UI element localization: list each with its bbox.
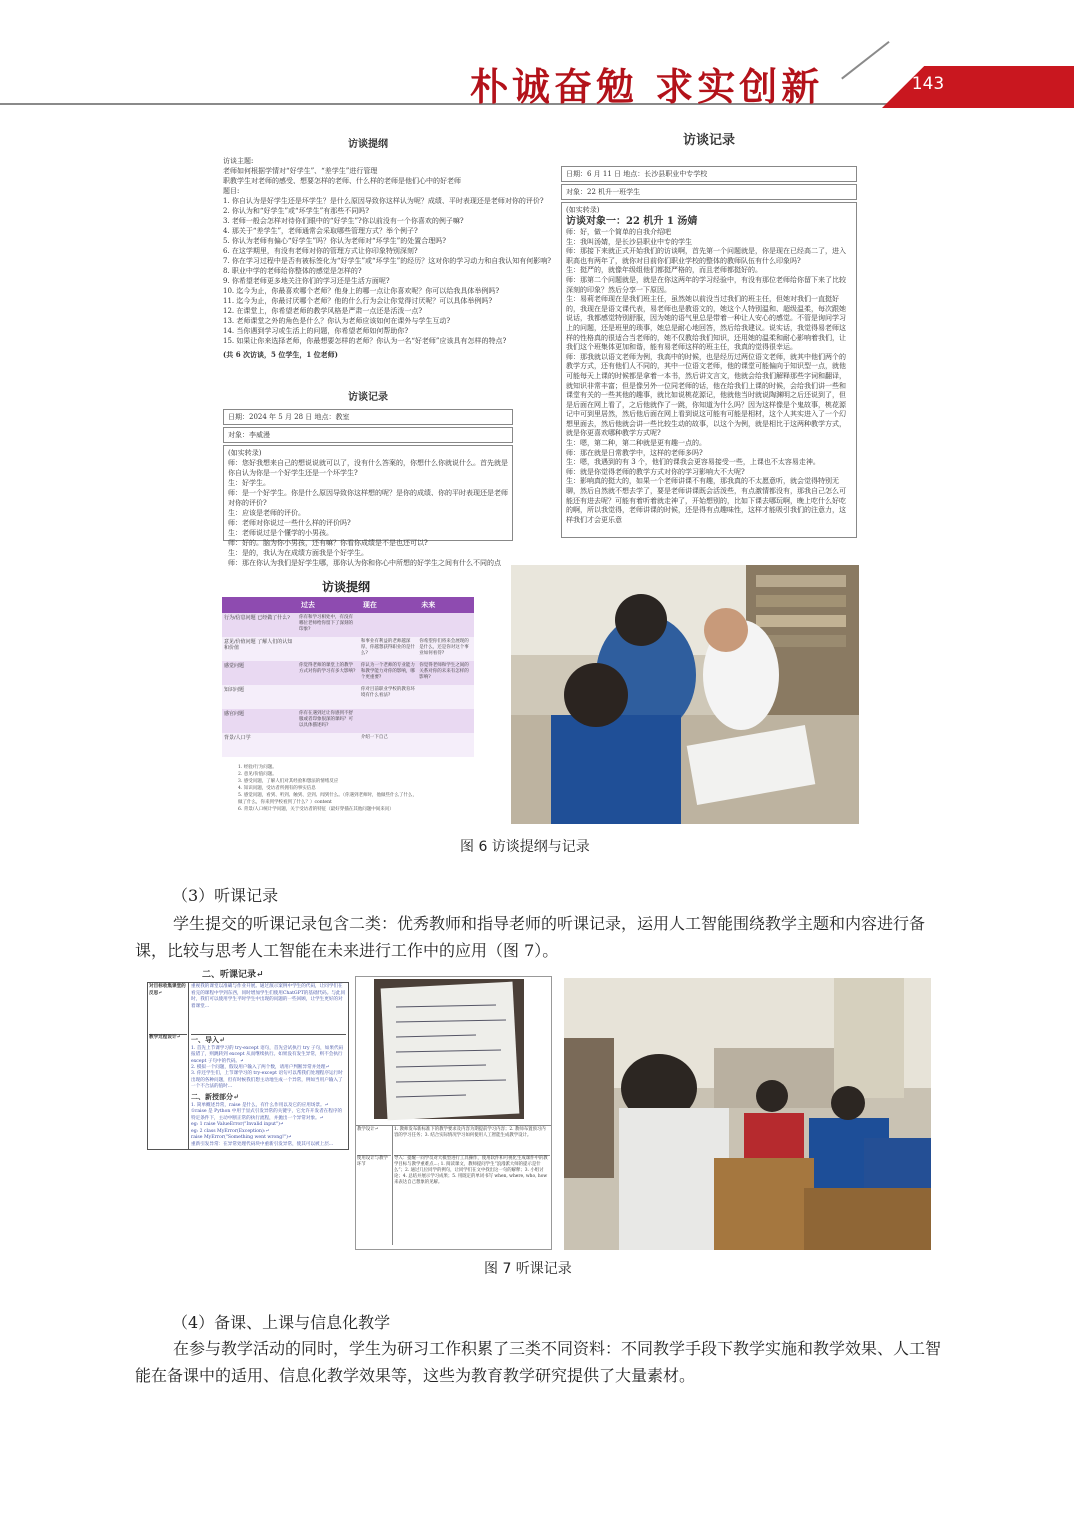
lesson-record-doc	[147, 972, 349, 1248]
interview-outline-lines	[223, 156, 551, 346]
transcript-line: 师：那第二个问题就是，就是在你这两年的学习经验中，有没有那位老师给你留下来了比较深刻的印象？然后分享一下原因。	[566, 275, 846, 294]
text-line: 师：好的。脑为你小男孩，还有嘛？你看你成绩是不是也还可以?	[228, 539, 428, 547]
text-line: 4. 那关于“差学生”，老师通常会采取哪些管理方式？举个例子?	[223, 227, 418, 235]
section3-paragraph: 学生提交的听课记录包含二类：优秀教师和指导老师的听课记录，运用人工智能围绕教学主题和内容进行备课，比较与思考人工智能在未来进行工作中的应用（图 7）。	[135, 914, 926, 960]
figure6-caption: 图 6 访谈提纲与记录	[460, 839, 590, 855]
transcript-line: 师：那在就是日常教学中，这样的老师多吗?	[566, 448, 703, 457]
text-line: 生：好学生。	[228, 479, 270, 487]
outline-cell-label: 意见/价值问题 了解人们的认知和价值	[222, 637, 297, 661]
outline-table	[222, 597, 474, 757]
notebook-row2-label: 使用设计与教学环节	[357, 1155, 391, 1168]
classroom-photo	[564, 978, 931, 1250]
record-small-title: 访谈记录	[348, 392, 388, 403]
outline-table-corner	[222, 597, 297, 613]
text-line: 1. 首先上节课学习的 try-except 语句，首先尝试执行 try 子句，如果代码报错了，则跳转到 except 从而继续执行。如果没有发生异常，则不会执行 except 子句中的代码。↵	[191, 1045, 344, 1064]
text-line: eg: 1 raise ValueError("Invalid input")↵	[191, 1122, 284, 1128]
outline-cell-past	[297, 733, 359, 757]
outline-table-row	[222, 685, 474, 709]
section4-paragraph: 在参与教学活动的同时，学生为研习工作积累了三类不同资料：不同教学手段下教学实施和教学效果、人工智能在备课中的适用、信息化教学效果等，这些为教育教学研究提供了大量素材。	[135, 1339, 942, 1385]
outline-cell-present: 你认为一个老师的专业能力和教学能力对你的影响，哪个更重要?	[359, 661, 417, 685]
transcript-line: 生：影响真的挺大的，如果一个老师讲课不有趣，那我真的不太愿意听，就会觉得特别无聊，然后自然就不想去学了，要是老师讲课既会活泼些，有点激情都没有，那我自己怎么可能还有进去呢？可能有着听着就走神了，开始想别的，比如下课去哪玩啊，晚上吃什么好吃的啊，所以我觉得，老师讲课的时候，还是得有点趣味性，这样才能吸引我们的注意力，这样我们才会更乐意	[566, 477, 846, 524]
outline-cell-label: 感官问题	[222, 709, 297, 733]
record-large-heading: 访谈对象一：22 机升 1 汤婧	[566, 216, 698, 227]
notebook-row1-content: 1. 教师发布新标准下的教学要求及内容为期提前学习内容；2. 教师布置预习内容的学习任务；3. 结合实际情况学习如何使用人工智能生成教学设计。	[394, 1127, 546, 1138]
outline-cell-past	[297, 637, 359, 661]
transcript-line: 师：那我就以语文老师为例，我高中的时候，也是经历过两位语文老师，就其中他们两个的教学方式，还有他们人不同的，其中一位语文老师，他的课堂可能偏向于知识型一点，就他可能每天上课的时候都是拿着一本书，然后讲文言文，他就会给我们解释那些字词和翻译，就知识非常丰富；但是像另外一位同老师的话，他在给我们上课的时候，会给我们讲一些和课堂有关的一些其他的趣事，就比如说桃花源记，他就他当时就说陶渊明之后还说到了，但是后面在网上看了，之后他就作了一跳，你知道为什么吗？因为这样像是个鬼故事，桃花源记中可到里居然，然后他后面在网上看到说这可能有可能是相材，这个人其实进入了一个幻想里面去，然后他就会讲一些比较生动的故事，以这个为例，就是相比于这两种教学方式，就是你更喜欢哪种教学方式呢?	[566, 352, 846, 438]
transcript-line: 师：就是你觉得老师的教学方式对你的学习影响大不大呢?	[566, 467, 745, 476]
text-line: 4. 知识问题，受访者所拥有的事实信息	[238, 786, 316, 791]
outline-cell-future	[417, 733, 474, 757]
lesson-doc-section1: 一、导入↵	[191, 1035, 225, 1045]
text-line: 12. 在课堂上，你希望老师的教学风格是严肃一点还是活泼一点?	[223, 307, 423, 315]
text-line: 14. 当你遇到学习或生活上的问题，你希望老师如何帮助你?	[223, 327, 409, 335]
section3-heading: （3）听课记录	[172, 886, 279, 905]
interview-record-large	[561, 133, 857, 536]
text-line: ①raise 是 Python 中用于显式引发异常的关键字，它允许开发者在程序的特定条件下，主动中断正常的执行流程，并抛出一个异常对象。↵	[191, 1109, 343, 1121]
text-line: eg: 2 class MyError(Exception):↵	[191, 1128, 270, 1134]
text-line: 生：是的，我认为在成绩方面我是个好学生。	[228, 549, 368, 557]
transcript-line: 生：我叫汤婧，是长沙县职业中专的学生	[566, 237, 692, 246]
outline-cell-past	[297, 685, 359, 709]
outline-cell-past: 你有和学习相处中，有没有哪位老师给你留下了深刻的印象?	[297, 613, 359, 637]
page-number: 143	[911, 74, 945, 94]
text-line: 6. 在这学期里，有没有老师对你的管理方式让你印象特别深刻?	[223, 247, 418, 255]
outline-cell-past: 你觉得老师的课堂上的教学方式对你的学习有多大影响?	[297, 661, 359, 685]
notebook-row2-content: 导入：提醒一同学员对大模型进行工具操作，使用软件和可视化生成课件中的教学目标与教学重难点...; 1. 阅读课文，教师提问学生“浪漫派大师的提示是什么”；2. 通过几位同学的例句，让同学们在文中找出这一句的解释；3. 小组讨论；4. 总结并展示学习成果；5. 用既定的单词书写 when, where, who, how 来表达自己想象的见解。	[394, 1155, 550, 1244]
text-line: 师：是一个好学生。你是什么原因导致你这样想的呢？是你的成绩、你的平时表现还是老师对你的评价?	[228, 489, 508, 507]
text-line: 师：那在你认为我们是好学生哪，那你认为你和你心中所想的好学生之间有什么不同的点	[228, 559, 501, 567]
outline-cell-future: 你觉得老师和学生之间的关系对你的未来有怎样的影响?	[417, 661, 474, 685]
outline-cell-past: 你有在遇到过让你感到不舒服或者印象很深的课吗？可以具体描述吗?	[297, 709, 359, 733]
record-large-body	[561, 202, 857, 538]
interview-photo	[511, 565, 859, 824]
lesson-doc-section2: 二、新授部分↵	[191, 1091, 239, 1101]
outline-cell-label: 行为/信息问题 已经做了什么?	[222, 613, 297, 637]
record-large-lines-head	[566, 205, 852, 215]
interview-outline-title: 访谈提纲	[348, 139, 388, 150]
notebook-photo	[356, 977, 551, 1122]
record-large-lines	[566, 228, 852, 525]
text-line: 8. 职业中学的老师给你整体的感觉是怎样的?	[223, 267, 362, 275]
header-motto: 朴诚奋勉 求实创新	[470, 64, 824, 109]
text-line: 生：老师说过是个懂学的小男孩。	[228, 529, 333, 537]
text-line: 师：老师对你说过一些什么样的评价吗?	[228, 519, 351, 527]
lesson-doc-section1-lines	[191, 1046, 346, 1091]
outline-table-row	[222, 637, 474, 661]
outline-cell-present: 和事业有利益的老师越深厚，你越想获得职业的是什么?	[359, 637, 417, 661]
transcript-line: (如实转录)	[566, 206, 600, 214]
text-line: 1. 你自认为是好学生还是坏学生？是什么原因导致你这样认为呢？成绩、平时表现还是老师对你的评价?	[223, 197, 544, 205]
text-line: 师：您好我想来自己的想说说就可以了，没有什么答案的，你想什么你就说什么。首先就是你自认为你是一个好学生还是一个坏学生?	[228, 459, 508, 477]
transcript-line: 师：那接下来就正式开始我们的访谈啊，首先第一个问题就是，你是现在已经高二了，进入职高也有两年了，就你对目前你们职业学校的整体的教师队伍有什么印象吗?	[566, 247, 846, 265]
notebook-row1-label: 教学设计↵	[357, 1127, 379, 1132]
text-line: raise MyError("Something went wrong!")↵	[191, 1135, 292, 1141]
outline-cell-label: 知识问题	[222, 685, 297, 709]
text-line: 2. 你认为和“好学生”或“坏学生”有那些不同吗?	[223, 207, 369, 215]
outline-cell-present	[359, 709, 417, 733]
record-small-target: 对象：李威漫	[223, 427, 513, 443]
text-line: 3. 你还学生们，上节课学习的 try-except 语句可以帮我们处理程序运行时出现的各种问题，但有时候我们想主动地生成一个异常，例如当用户输入了一个不合法的值时...	[191, 1071, 343, 1090]
transcript-line: 生：挺严的，就像年级组他们都挺严格的，而且老师都挺好的。	[566, 266, 762, 275]
text-line: 13. 老师课堂之外的角色是什么？你认为老师应该如何在课外与学生互动?	[223, 317, 451, 325]
outline-cell-present: 你对目前职业学校的教育环境有什么看法?	[359, 685, 417, 709]
lesson-doc-label-2: 教学过程设计↵	[149, 1034, 187, 1041]
transcript-line: 师：好，做一个简单的自我介绍吧	[566, 228, 671, 236]
text-line: 2. 模拟一个问题，假设用户输入了两个数，请用户判断异常并处理↵	[191, 1065, 330, 1071]
outline-table-row	[222, 661, 474, 685]
text-line: 7. 你在学习过程中是否有被标签化为“好学生”或“坏学生”的经历？这对你的学习动力和自我认知有何影响?	[223, 257, 551, 265]
figure7-caption: 图 7 听课记录	[484, 1261, 572, 1277]
outline-cell-future	[417, 685, 474, 709]
outline-col-past: 过去	[297, 597, 359, 613]
text-line: 老师如何根据学情对“好学生”、“差学生”进行管理	[223, 167, 378, 175]
text-line: 3. 老师一般会怎样对待你们眼中的“好学生”?你以前没有一个你喜欢的例子嘛?	[223, 217, 464, 225]
transcript-line: 生：易莉老师现在是我们班主任，虽然她以前没当过我们的班主任，但她对我们一直挺好的，我现在是语文课代表，易老师也是教语文的，她这个人特别温和、超级温柔，每次跟她说话，我都感觉特别舒服，因为她的语气里总是带着一种让人安心的感觉。不管是询问学习上的问题，还是班里的琐事，她总是耐心地回答，然后给我建议。说实话，我觉得易老师这样的性格真的很适合当老师的，她不仅教给我们知识，还用她的温柔和耐心影响着我们，让我们这个班集体更加和谐，能有易老师这样的班主任，我真的觉得很幸运。	[566, 295, 846, 352]
record-large-title: 访谈记录	[682, 133, 735, 148]
interview-record-small	[223, 392, 513, 567]
transcript-line: 生：嗯，我遇到的有 3 个，他们的课我会更容易接受一些，上课也不太容易走神。	[566, 458, 820, 467]
lesson-doc-label-1: 对目标收集课堂的反思↵	[149, 984, 186, 996]
outline-cell-future	[417, 613, 474, 637]
lesson-doc-title: 二、听课记录↵	[202, 970, 264, 980]
interview-summary: (共 6 次访谈，5 位学生，1 位老师)	[223, 350, 338, 359]
text-line: 11. 迄今为止，你最讨厌哪个老师？他的什么行为会让你觉得讨厌呢？可以具体举例吗?	[223, 297, 493, 305]
outline-table-row	[222, 709, 474, 733]
text-line: 3. 感受问题，了解人们对其经验和想法的情绪反应	[238, 779, 339, 784]
outline-cell-present: 介绍一下自己	[359, 733, 417, 757]
transcript-line: 生：嗯，第二种，第二种就是更有趣一点的。	[566, 439, 706, 448]
outline-cell-label: 感觉问题	[222, 661, 297, 685]
text-line: 访谈主题:	[223, 157, 254, 165]
outline-table-row	[222, 613, 474, 637]
text-line: 做了什么，你来到学校看到了什么？）content	[238, 800, 332, 805]
text-line: 5. 感觉问题，看到、听到、触到、尝到、闻到什么。（你遇到老师时，他做些什么了什么，	[238, 793, 417, 798]
text-line: 2. 意见/价值问题。	[238, 772, 277, 777]
outline-cell-future: 你希望你们将来会展现的是什么，还是你对这个事业如何看待?	[417, 637, 474, 661]
text-line: 5. 你认为老师有偏心“好学生”吗？你认为老师对“坏学生”的处置合理吗?	[223, 237, 446, 245]
text-line: 6. 背景/人口统计学问题，关于受访者的特征（最好穿插在其他问题中间来问）	[238, 807, 394, 812]
text-line: 题目:	[223, 187, 240, 195]
outline-col-present: 现在	[359, 597, 417, 613]
outline-notes	[238, 764, 417, 813]
record-small-date: 日期：2024 年 5 月 28 日 地点：教室	[223, 409, 513, 425]
lesson-doc-section2-lines	[191, 1103, 346, 1148]
outline-table-title: 访谈提纲	[322, 580, 371, 594]
outline-cell-label: 背景/人口学	[222, 733, 297, 757]
interview-outline-doc	[223, 139, 551, 380]
text-line: 1. 简单概述异常，raise 是什么，有什么作用以及它的应用场景。↵	[191, 1103, 329, 1109]
outline-col-future: 未来	[417, 597, 474, 613]
text-line: 职教学生对老师的感受、想要怎样的老师、什么样的老师是他们心中的好老师	[223, 177, 461, 185]
record-large-date: 日期：6 月 11 日 地点：长沙县职业中专学校	[561, 166, 857, 182]
text-line: 15. 如果让你来选择老师，你最想要怎样的老师？你认为一名“好老师”应该具有怎样的特点?	[223, 337, 507, 345]
text-line: 1. 经验/行为问题。	[238, 765, 277, 770]
text-line: 重新引发异常：在异常处理代码块中重新引发异常，使其可以被上层...	[191, 1141, 334, 1147]
text-line: 10. 迄今为止，你最喜欢哪个老师？他身上的哪一点让你喜欢呢？你可以给我具体举例吗?	[223, 287, 500, 295]
header-slant-rule	[841, 41, 890, 80]
text-line: 9. 你希望老师更多地关注你们的学习还是生活方面呢?	[223, 277, 390, 285]
lesson-doc-intro: 重视我的课堂以准确与作业开展。通过演示案例中学生的代码，让同学们在看完的课程中学到东西，同时增加学生们使用ChatGPT的基础代码。与此同时，我们可以使用学生平时学生中出现的问题的一些回顾，让学生更好的对着课堂...	[191, 984, 346, 1009]
section4-heading: （4）备课、上课与信息化教学	[172, 1313, 391, 1332]
outline-cell-present	[359, 613, 417, 637]
record-large-target: 对象：22 机升一班学生	[561, 184, 857, 200]
outline-cell-future	[417, 709, 474, 733]
outline-table-row	[222, 733, 474, 757]
text-line: (如实转录)	[228, 449, 262, 457]
text-line: 生：应该是老师的评价。	[228, 509, 305, 517]
record-small-lines	[223, 445, 513, 567]
notebook-panel	[355, 976, 552, 1250]
